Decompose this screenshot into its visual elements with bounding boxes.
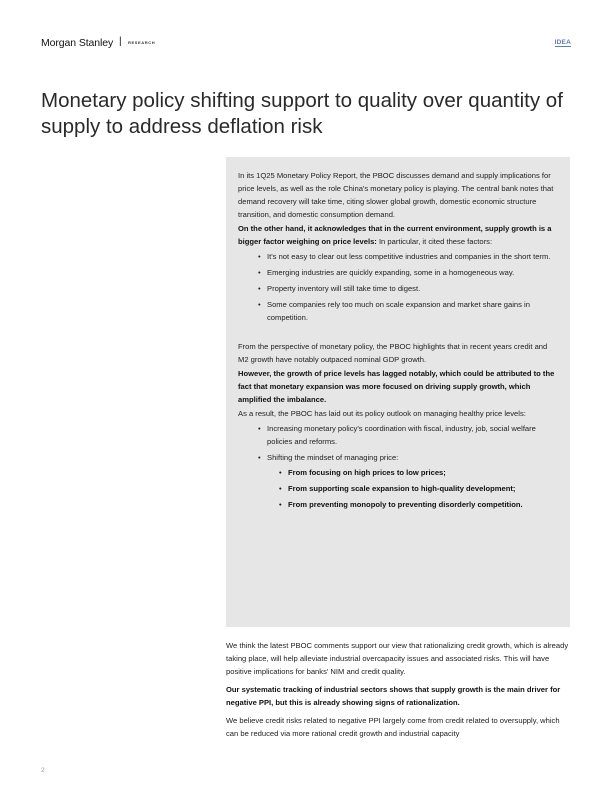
box-paragraph-4: [238, 367, 556, 406]
list-item: • Emerging industries are quickly expanding, some in a homogeneous way.: [258, 266, 556, 279]
factors-list: [258, 250, 556, 324]
box-paragraph-1: In its 1Q25 Monetary Policy Report, the PBOC discusses demand and supply implications for price levels, as well as the role China's monetary policy is playing. The central bank notes that demand recovery will take time, citing slower global growth, domestic economic structure transition, and domestic consumption demand.: [238, 171, 554, 219]
brand-separator: |: [119, 36, 122, 47]
page-title: Monetary policy shifting support to quality over quantity of supply to address deflation risk: [41, 89, 563, 138]
box-paragraph-4-bold: However, the growth of price levels has lagged notably, which could be attributed to the fact that monetary expansion was more focused on driving supply growth, which amplified the imbalance.: [238, 369, 555, 404]
list-item: • Property inventory will still take time to digest.: [258, 282, 556, 295]
list-item: • From focusing on high prices to low prices;: [279, 466, 556, 479]
box-paragraph-5: As a result, the PBOC has laid out its policy outlook on managing healthy price levels:: [238, 409, 526, 418]
highlight-box: [226, 157, 570, 627]
list-item: • From preventing monopoly to preventing disorderly competition.: [279, 498, 556, 511]
body-paragraph-2-bold: Our systematic tracking of industrial sectors shows that supply growth is the main driver for negative PPI, but this is already showing signs of rationalization.: [226, 685, 561, 707]
body-paragraph-3: We believe credit risks related to negative PPI largely come from credit related to oversupply, which can be reduced via more rational credit growth and industrial capacity: [226, 716, 560, 738]
list-item: • Increasing monetary policy's coordination with fiscal, industry, job, social welfare policies and reforms.: [258, 422, 556, 448]
brand-logo: Morgan Stanley: [41, 37, 114, 49]
research-label: RESEARCH: [128, 40, 156, 45]
body-text: [226, 639, 570, 745]
outlook-list: [258, 422, 556, 511]
page-header: [41, 37, 571, 51]
box-paragraph-2: [238, 222, 556, 248]
body-paragraph-1: We think the latest PBOC comments support our view that rationalizing credit growth, which is already taking place, will help alleviate industrial overcapacity issues and associated risks. This will have positive implications for banks' NIM and credit quality.: [226, 641, 569, 676]
idea-badge: IDEA: [554, 39, 571, 46]
spacer: [238, 327, 556, 340]
page-number: 2: [41, 767, 45, 774]
box-paragraph-2-rest: In particular, it cited these factors:: [376, 237, 493, 246]
body-paragraph-2: [226, 683, 570, 709]
list-item: • It's not easy to clear out less competitive industries and companies in the short term.: [258, 250, 556, 263]
box-paragraph-3: From the perspective of monetary policy, the PBOC highlights that in recent years credit and M2 growth have notably outpaced nominal GDP growth.: [238, 342, 548, 364]
list-item: • From supporting scale expansion to high-quality development;: [279, 482, 556, 495]
highlight-box-content: [238, 169, 556, 514]
list-item: [258, 451, 556, 511]
list-item: • Some companies rely too much on scale expansion and market share gains in competition.: [258, 298, 556, 324]
list-item-label: Shifting the mindset of managing price:: [267, 453, 399, 462]
mindset-list: [279, 466, 556, 511]
box-paragraph-2-bold: On the other hand, it acknowledges that in the current environment, supply growth is a bigger factor weighing on price levels:: [238, 224, 552, 246]
